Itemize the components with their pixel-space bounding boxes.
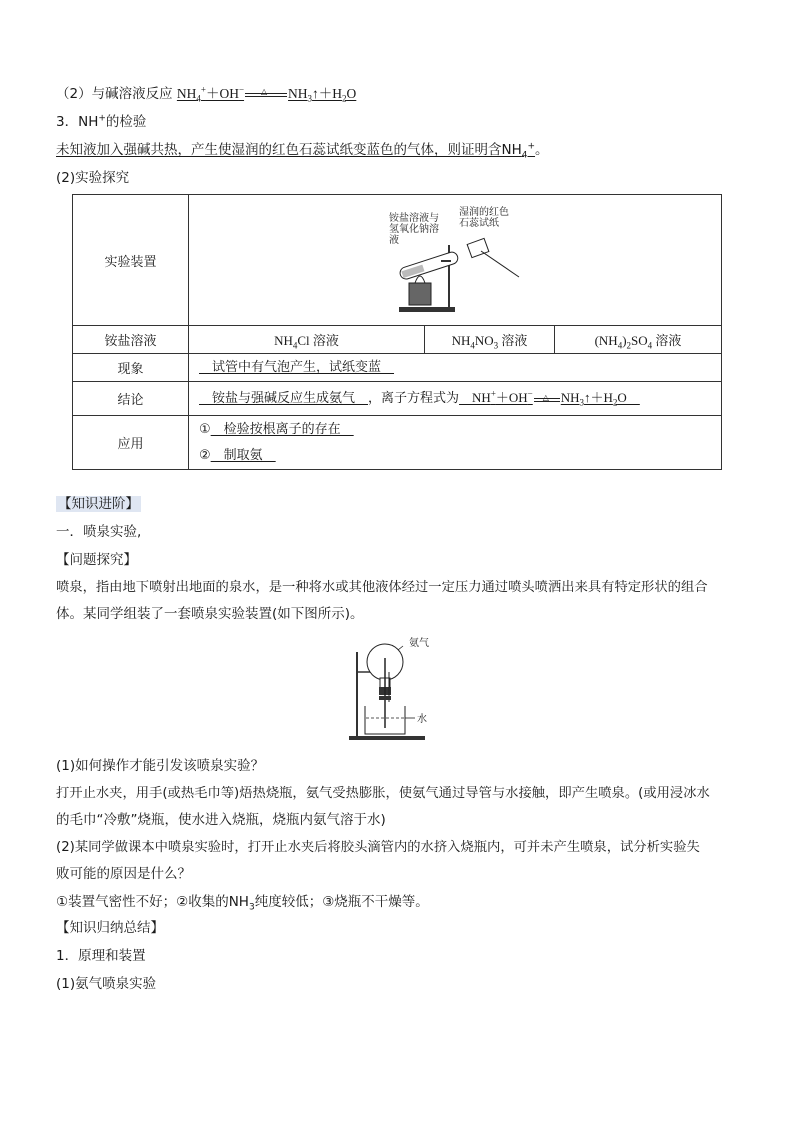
eq-sub: 2 (342, 93, 347, 104)
heat-equals-sign (245, 87, 287, 101)
salt-sub: 4 (617, 340, 623, 351)
heading-text: 3．NH (56, 114, 99, 130)
salt-part: Cl 溶液 (297, 333, 339, 348)
test-end: 。 (535, 142, 549, 158)
question-2-line-1: (2)某同学做课本中喷泉实验时，打开止水夹后将胶头滴管内的水挤入烧瓶内，可并未产生喷泉，试分析实验失 (56, 840, 700, 855)
eq-part: ↑＋H (584, 390, 613, 405)
phenomenon-text: 试管中有气泡产生，试纸变蓝 (199, 359, 395, 375)
heading-sup: + (98, 113, 106, 124)
application-2: 制取氨 (210, 447, 276, 463)
summary-tag: 【知识归纳总结】 (56, 920, 164, 936)
eq-sub: 3 (307, 93, 313, 104)
question-1: (1)如何操作才能引发该喷泉实验？ (56, 758, 265, 774)
reaction-products (288, 86, 357, 104)
eq-sub: 2 (612, 397, 618, 408)
test-heading (56, 112, 146, 132)
apparatus-label-right-2: 石蕊试纸 (459, 218, 499, 229)
eq-part: NH (459, 390, 491, 405)
fig-label-water: 水 (417, 714, 427, 725)
conclusion-products (560, 390, 640, 408)
eq-sup: − (527, 388, 533, 399)
label-phenomenon: 现象 (73, 354, 189, 382)
test-tube-icon (399, 251, 460, 281)
salt-part: NO (474, 333, 494, 348)
test-sup: + (527, 141, 536, 152)
salt-sub: 2 (626, 340, 632, 351)
test-main: 未知液加入强碱共热，产生使湿润的红色石蕊试纸变蓝色的气体，则证明含NH (56, 142, 522, 158)
pinch-clamp-icon (379, 696, 391, 700)
row-phenomenon (73, 354, 722, 382)
stand-base-icon (399, 307, 455, 312)
salt-part: ) (622, 333, 627, 348)
row-apparatus (73, 195, 722, 326)
salt-part: NH (451, 333, 471, 348)
test-sub: 4 (521, 150, 528, 161)
eq-part: ↑＋H (312, 86, 343, 101)
salt-part: 溶液 (652, 333, 682, 348)
apparatus-label-left-1: 铵盐溶液与 (389, 213, 439, 224)
salt-nh4-2so4 (555, 326, 722, 354)
reaction-prefix: （2）与碱溶液反应 (56, 86, 173, 102)
salt-part: SO (631, 333, 648, 348)
principle-heading: 1．原理和装置 (56, 948, 146, 964)
fountain-figure (345, 632, 485, 742)
application-1: 检验按根离子的存在 (210, 421, 354, 437)
eq-part: O (346, 86, 357, 101)
conclusion-text: 铵盐与强碱反应生成氨气 (199, 391, 369, 406)
app2-prefix: ② (199, 447, 211, 463)
heat-symbol: △ (542, 392, 549, 402)
apparatus-cell (189, 195, 722, 326)
conclusion-equation (459, 390, 533, 405)
salt-sub: 4 (647, 340, 653, 351)
experiment-table (72, 194, 722, 470)
eq-part: NH (560, 390, 580, 405)
label-salt: 铵盐溶液 (73, 326, 189, 354)
answer-2 (56, 892, 429, 912)
label-application: 应用 (73, 416, 189, 470)
apparatus-label-left-3: 液 (389, 235, 399, 246)
salt-sub: 3 (493, 340, 499, 351)
eq-part: O (617, 390, 640, 405)
answer-2-part: ①装置气密性不好；②收集的NH (56, 894, 249, 910)
fountain-heading: 一．喷泉实验, (56, 524, 142, 540)
heat-equals-sign (534, 392, 560, 406)
inquiry-tag: 【问题探究】 (56, 552, 137, 568)
eq-sup: + (490, 388, 496, 399)
row-conclusion (73, 382, 722, 416)
app1-prefix: ① (199, 421, 211, 437)
test-description (56, 140, 549, 160)
advance-tag-text: 【知识进阶】 (58, 496, 139, 512)
row-application (73, 416, 722, 470)
apparatus-figure (189, 195, 722, 325)
label-apparatus: 实验装置 (73, 195, 189, 326)
stand-base-icon (349, 736, 425, 740)
burner-icon (409, 283, 431, 305)
reaction-line (56, 84, 356, 104)
salt-part: NH (274, 333, 293, 348)
answer-2-part: 纯度较低；③烧瓶不干燥等。 (254, 894, 429, 910)
eq-sub: 3 (579, 397, 585, 408)
conclusion-cell (189, 382, 722, 416)
reaction-equation (176, 84, 245, 104)
salt-sub: 4 (470, 340, 475, 351)
salt-nh4no3 (425, 326, 555, 354)
eq-sub: 4 (196, 93, 201, 104)
salt-sub: 4 (292, 340, 298, 351)
apparatus-label-right-1: 湿润的红色 (459, 207, 509, 218)
heat-symbol: △ (261, 87, 268, 96)
application-cell (189, 416, 722, 470)
question-2-line-2: 败可能的原因是什么？ (56, 866, 191, 882)
eq-part: NH (176, 86, 197, 101)
ammonia-fountain-heading: (1)氨气喷泉实验 (56, 976, 157, 992)
eq-part: ＋OH (495, 390, 528, 405)
eq-sup: + (200, 84, 206, 95)
fig-label-ammonia: 氨气 (409, 638, 429, 649)
conclusion-link: ，离子方程式为 (368, 391, 460, 406)
salt-nh4cl (189, 326, 425, 354)
label-conclusion: 结论 (73, 382, 189, 416)
intro-line-1: 喷泉，指由地下喷射出地面的泉水，是一种将水或其他液体经过一定压力通过喷头喷洒出来具有特定形状的组合 (56, 580, 708, 595)
salt-part: (NH (594, 333, 618, 348)
answer-1-line-1: 打开止水夹，用手(或热毛巾等)焐热烧瓶，氨气受热膨胀，使氨气通过导管与水接触，即产生喷泉。(或用浸冰水 (56, 786, 710, 801)
answer-1-line-2: 的毛巾“冷敷”烧瓶，使水进入烧瓶，烧瓶内氨气溶于水) (56, 812, 386, 828)
intro-line-2: 体。某同学组装了一套喷泉实验装置(如下图所示)。 (56, 606, 364, 622)
experiment-heading: (2)实验探究 (56, 170, 130, 186)
heading-text: 的检验 (105, 114, 147, 130)
eq-sup: − (238, 84, 245, 95)
advance-tag (56, 494, 141, 514)
eq-part: NH (288, 86, 308, 101)
salt-part: 溶液 (498, 333, 528, 348)
row-salt (73, 326, 722, 354)
flame-icon (415, 276, 425, 283)
answer-2-sub: 3 (248, 902, 255, 913)
eq-part: ＋OH (205, 86, 239, 101)
phenomenon-cell (189, 354, 722, 382)
litmus-paper-icon (467, 238, 519, 277)
apparatus-label-left-2: 氢氧化钠溶 (389, 224, 439, 235)
